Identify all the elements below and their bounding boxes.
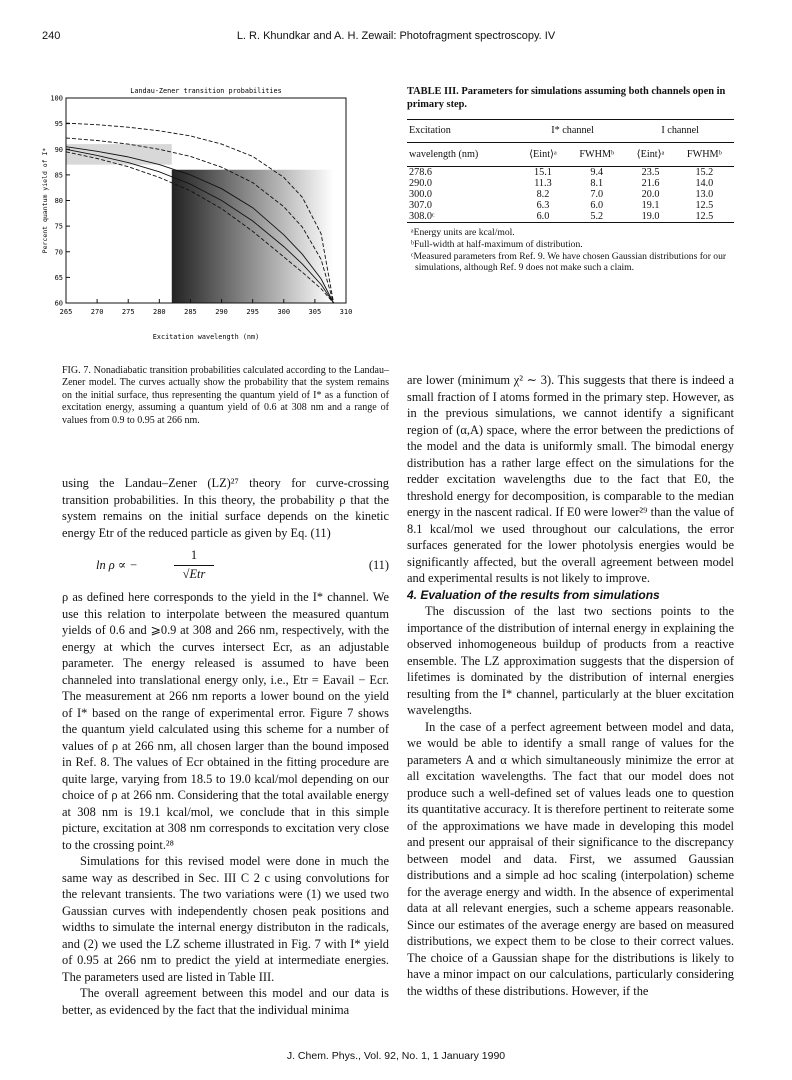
footer-citation: J. Chem. Phys., Vol. 92, No. 1, 1 January 1990 [286,1050,506,1062]
left-column [62,475,389,1018]
table-3 [407,86,734,274]
x-tick-label: 280 [153,308,166,316]
y-tick-label: 70 [54,248,63,257]
table-note: ᵃEnergy units are kcal/mol. [411,227,515,238]
equation-lhs: ln ρ ∝ − [96,558,138,572]
table-note: ᵇFull-width at half-maximum of distribution. [411,238,583,250]
x-axis-label: Excitation wavelength (nm) [152,333,260,341]
y-tick-label: 100 [50,94,63,103]
table-cell: 12.5 [695,200,714,211]
table-row [407,178,734,189]
table-cell: 15.2 [695,167,714,178]
x-tick-label: 310 [339,308,353,316]
equation-numerator: 1 [174,547,214,566]
paragraph: The discussion of the last two sections points to the importance of the distribution of internal energy in explaining the observed inhomogeneous buildup of products from a reactive ensemble. The LZ approximation suggests that the dispersion of lifetimes is dominated by the distribution of internal energies resulting from the I* channel, particularly at the bluer excitation wavelengths. [407,604,734,717]
table-header-eint-i: ⟨Eint⟩ᵃ [636,148,665,160]
table-cell: 8.2 [536,189,550,200]
table-cell: 6.3 [536,200,550,211]
table-cell: 15.1 [534,167,552,178]
running-title: L. R. Khundkar and A. H. Zewail: Photofragment spectroscopy. IV [236,30,556,42]
table-cell: 9.4 [590,167,604,178]
table-row [407,211,734,223]
table-cell: 5.2 [590,211,604,222]
paragraph: The overall agreement between this model and our data is better, as evidenced by the fact that the individual minima [62,986,389,1017]
table-cell: 6.0 [536,211,550,222]
y-tick-label: 90 [54,145,63,154]
paragraph: In the case of a perfect agreement between model and data, we would be able to identify a small range of values for the parameters A and α which simultaneously minimize the error at all excitation wavelengths. The fact that our model does not produce such a well-defined set of values leads one to question its quantitative accuracy. It is therefore pertinent to reiterate some of the approximations we have made in developing this model and present our appraisal of their significance to the discrepancy between model and data. First, we assumed Gaussian distributions and a simple ad hoc scaling (interpolation) scheme for the average energy and width. In the absence of experimental data at all relevant energies, such a scheme appears reasonable. Since our estimates of the average energy are based on measured distributions, we expect them to be close to their correct values. The choice of a Gaussian shape for the distributions is likely to have a minor impact on our calculations, particularly considering the widths of these distributions. However, if the [407,719,734,998]
equation-11 [62,547,389,583]
paragraph: are lower (minimum χ² ∼ 3). This suggests that there is indeed a small fraction of I atoms formed in the primary step. However, as in the previous simulations, we cannot identify a significant region of (α,A) space, where the error between the predictions of the model and the data is uniformly small. The bimodal energy distribution has a rather large effect on the simulations for the redder excitation wavelengths due to the fact that E0, the threshold energy for decomposition, is comparable to the median energy in the nascent radical. If E0 were lower²⁹ than the value of 8.1 kcal/mol we used throughout our calculations, the error surfaces generated for the lower photolysis energies would be significantly affected, but the overall agreement between model and experimental results is not likely to improve. [407,373,734,585]
x-tick-label: 295 [246,308,259,316]
figure-7-chart [40,85,385,350]
x-tick-label: 305 [308,308,322,316]
y-axis-label: Percent quantum yield of I* [41,147,49,254]
table-cell: 23.5 [641,167,660,178]
equation-fraction [174,547,214,582]
x-tick-label: 300 [277,308,291,316]
y-tick-label: 80 [54,197,63,205]
x-tick-label: 290 [215,308,228,316]
equation-denominator: √Etr [182,566,206,581]
table-cell: 19.1 [641,200,660,211]
table-header-fwhm-i: FWHMᵇ [686,148,722,160]
table-cell: 20.0 [641,189,660,200]
table-row [407,189,734,200]
table-cell: 11.3 [534,178,552,189]
table-cell: 6.0 [590,200,604,211]
table-caption: TABLE III. Parameters for simulations assuming both channels open in primary step. [407,86,726,110]
x-tick-label: 275 [121,308,135,316]
table-cell: 12.5 [695,211,714,222]
table-cell: 14.0 [695,178,714,189]
figure-caption: FIG. 7. Nonadiabatic transition probabilities calculated according to the Landau–Zener model. The curves actually show the probability that the system remains on the initial surface, thus representing the quantum yield of I* as a function of excitation energy, assuming a quantum yield of 0.6 at 308 nm and a range of values from 0.9 to 0.95 at 266 nm. [62,365,389,426]
table-header-i-channel: I channel [661,125,699,137]
table-header-fwhm-istar: FWHMᵇ [579,148,615,160]
parameters-table [407,119,734,223]
table-cell: 19.0 [641,211,660,222]
table-cell: 7.0 [590,189,604,200]
x-tick-label: 265 [59,308,73,316]
table-cell: 308.0ᶜ [409,211,435,222]
table-row [407,200,734,211]
chart-shading [66,144,172,165]
y-tick-label: 75 [54,222,63,231]
section-heading: 4. Evaluation of the results from simulations [407,587,660,602]
chart-shading [172,170,334,303]
x-tick-label: 270 [90,308,104,316]
table-header-eint-istar: ⟨Eint⟩ᵃ [529,148,557,160]
paragraph: Simulations for this revised model were done in much the same way as described in Sec. III C 2 c using convolutions for the relevant transients. The two variations were (1) we used two Gaussian curves with independently chosen peak positions and widths to simulate the internal energy distributon in the radicals, and (2) we used the LZ scheme illustrated in Fig. 7 with I* yield of 0.95 at 266 nm to predict the yield at intermediate energies. The parameters used are listed in Table III. [62,854,389,984]
table-header-excitation: Excitation [409,125,451,137]
paragraph: using the Landau–Zener (LZ)²⁷ theory for curve-crossing transition probabilities. In this theory, the probability ρ that the system remains on the initial surface depends on the kinetic energy Etr of the reduced particle as given by Eq. (11) [62,476,389,540]
table-cell: 13.0 [695,189,714,200]
table-cell: 290.0 [409,178,432,189]
table-cell: 278.6 [409,167,432,178]
table-header-wavelength: wavelength (nm) [409,148,479,160]
equation-number: (11) [368,558,389,572]
table-row [407,167,734,178]
y-tick-label: 65 [54,273,63,282]
table-cell: 300.0 [409,189,432,200]
chart-title: Landau-Zener transition probabilities [130,87,282,95]
table-cell: 21.6 [641,178,660,189]
y-tick-label: 85 [54,171,63,180]
table-cell: 307.0 [409,200,432,211]
right-column [407,372,734,999]
table-note: ᶜMeasured parameters from Ref. 9. We have chosen Gaussian distributions for our simulations, although Ref. 9 does not make such a claim. [411,250,727,274]
running-head [0,30,792,50]
y-tick-label: 60 [54,299,63,308]
page-number: 240 [42,30,61,42]
table-cell: 8.1 [590,178,604,189]
table-notes [407,227,734,274]
table-header-istar-channel: I* channel [551,125,594,137]
x-tick-label: 285 [184,308,197,316]
paragraph: ρ as defined here corresponds to the yield in the I* channel. We use this relation to interpolate between the measured quantum yields of 0.6 and ⩾0.9 at 308 and 266 nm, respectively, with the energy at which the curves intersect Ecr, as an adjustable parameter. The energy released is assumed to have been channeled into translational energy only, i.e., Etr = Eavail − Ecr. The measurement at 266 nm reports a lower bound on the yield of I* based on the range of experimental error. Figure 7 shows the quantum yield calculated using this scheme for a number of values of ρ at 266 nm, all chosen larger than the bound imposed in Ref. 8. The values of Ecr obtained in the fitting procedure are quite large, varying from 18.5 to 19.0 kcal/mol depending on our choice of ρ at 266 nm. Considering that the total available energy at 308 nm is 19.1 kcal/mol, we conclude that in this simple picture, excitation at 308 nm corresponds to excitation very close to the crossing point.²⁸ [62,590,389,852]
y-tick-label: 95 [54,120,63,129]
